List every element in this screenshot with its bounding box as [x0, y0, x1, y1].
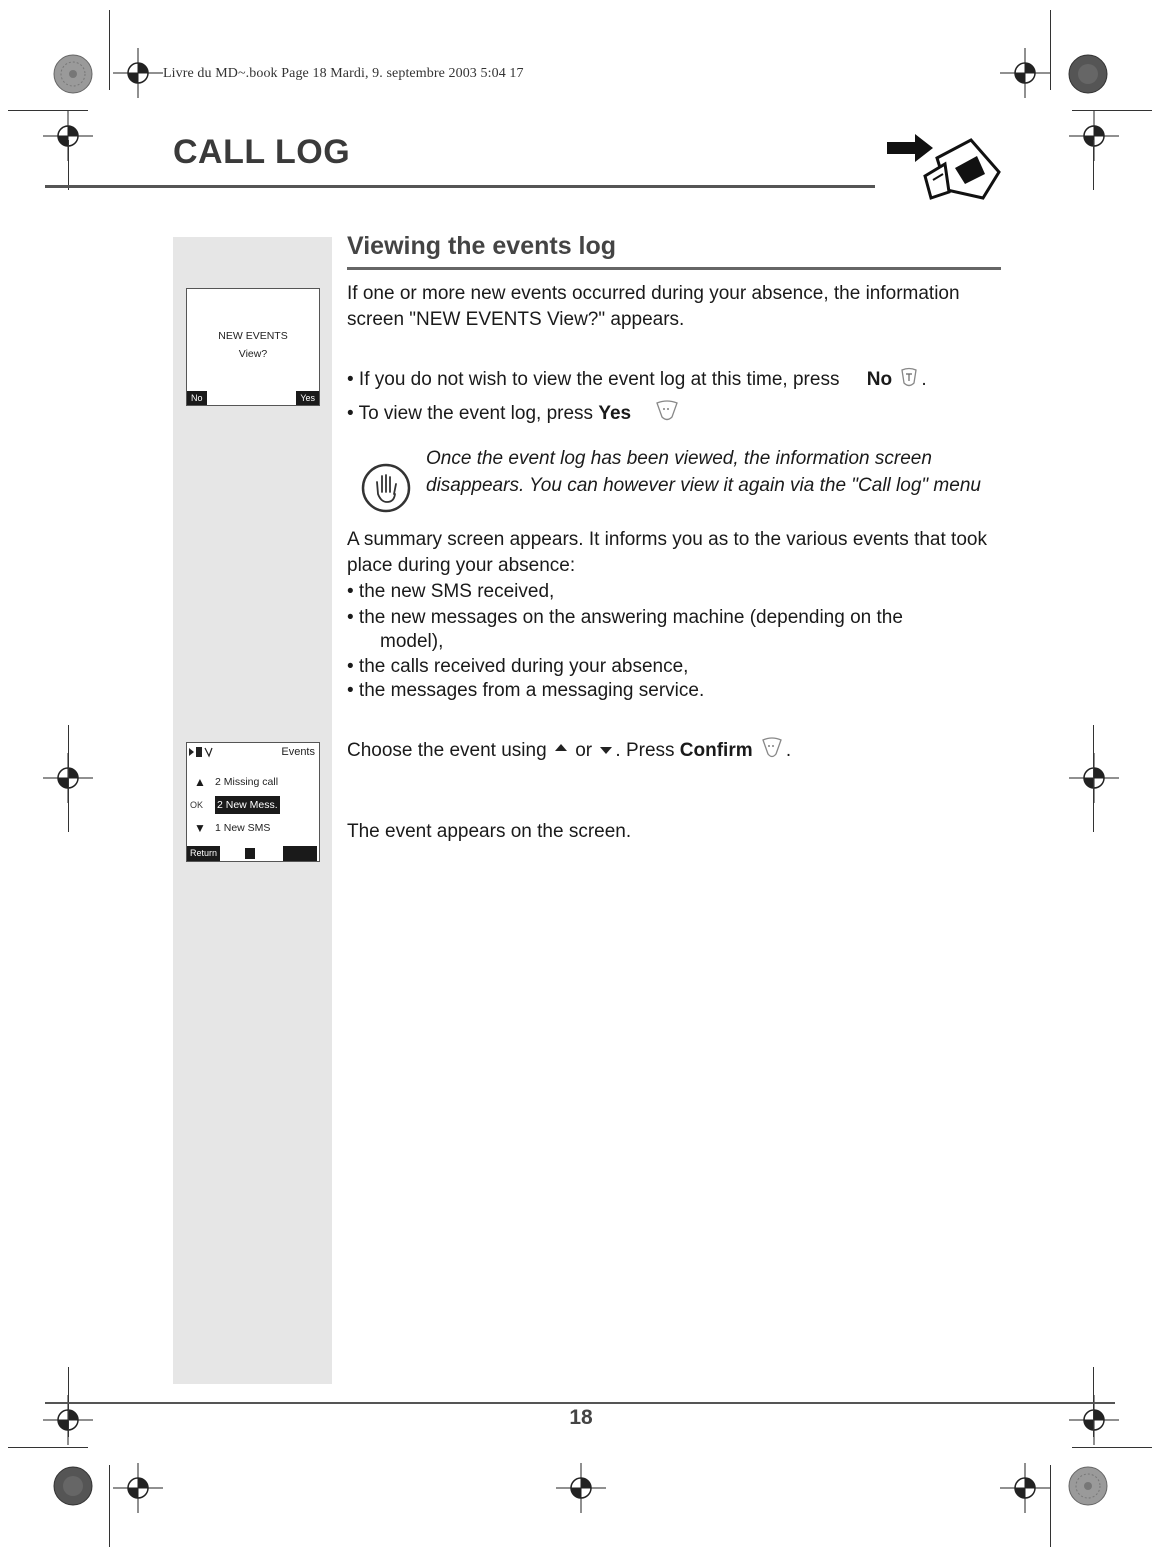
- event-appears-text: The event appears on the screen.: [347, 821, 632, 842]
- registration-mark-icon: [1000, 1463, 1050, 1513]
- registration-mark-icon: [113, 1463, 163, 1513]
- crop-line: [68, 725, 69, 832]
- list-item: [187, 796, 319, 814]
- title-rule: [45, 185, 875, 188]
- up-arrow-icon: ▲: [194, 775, 206, 789]
- yes-softkey: Yes: [296, 391, 319, 405]
- list-item: [187, 819, 319, 837]
- crop-line: [1093, 725, 1094, 832]
- crop-line: [1093, 140, 1094, 190]
- registration-mark-icon: [1000, 48, 1050, 98]
- crop-line: [8, 1447, 88, 1448]
- crop-line: [1050, 10, 1051, 90]
- registration-mark-icon: [1069, 753, 1119, 803]
- screen-line: View?: [238, 348, 268, 360]
- section-title: Viewing the events log: [347, 232, 617, 260]
- bullet-yes: [347, 399, 1007, 427]
- choose-end: .: [785, 740, 792, 761]
- key-confirm: Confirm: [679, 740, 753, 761]
- no-softkey: No: [187, 391, 207, 405]
- crop-line: [109, 1465, 110, 1547]
- choose-press: . Press: [615, 740, 675, 761]
- new-events-screen: [186, 288, 320, 406]
- registration-mark-icon: [113, 48, 163, 98]
- bullet-text: • To view the event log, press: [347, 403, 594, 424]
- page-rule: [45, 1402, 1115, 1404]
- screen-title: Events: [281, 746, 315, 758]
- navigation-icon: [245, 848, 255, 859]
- list-item-label: 2 New Mess.: [215, 796, 280, 814]
- note-text: Once the event log has been viewed, the information screen disappears. You can however view it again via the "Call log" menu: [426, 448, 981, 496]
- battery-icon: [189, 746, 215, 758]
- down-arrow-icon: [599, 743, 613, 757]
- calibration-disc-icon: [53, 1466, 93, 1506]
- registration-mark-icon: [1069, 111, 1119, 161]
- chapter-title: CALL LOG: [173, 133, 351, 171]
- page-number: 18: [569, 1406, 593, 1429]
- blank-softkey: [283, 846, 317, 861]
- list-item: [187, 773, 319, 791]
- list-item-label: 1 New SMS: [215, 822, 271, 834]
- section-rule: [347, 267, 1001, 270]
- choose-text: Choose the event using: [347, 740, 547, 761]
- softkey-icon: [654, 399, 680, 423]
- arrow-handset-icon: [885, 128, 1007, 208]
- ok-label: OK: [190, 800, 204, 810]
- intro-paragraph: If one or more new events occurred during your absence, the information screen "NEW EVENTS View?" appears.: [347, 283, 960, 330]
- key-no: No: [866, 369, 893, 390]
- summary-item: • the messages from a messaging service.: [347, 680, 705, 701]
- events-screen: [186, 742, 320, 862]
- list-item-label: 2 Missing call: [215, 776, 279, 788]
- return-softkey: Return: [187, 846, 220, 861]
- crop-line: [68, 140, 69, 190]
- registration-mark-icon: [556, 1463, 606, 1513]
- softkey-icon: [899, 367, 919, 389]
- crop-line: [1050, 1465, 1051, 1547]
- bullet-text: • If you do not wish to view the event log at this time, press: [347, 369, 840, 390]
- crop-line: [8, 110, 88, 111]
- summary-item: • the new messages on the answering machine (depending on the: [347, 607, 903, 628]
- screen-status-bar: [187, 743, 319, 761]
- screen-line: NEW EVENTS: [218, 330, 288, 342]
- bullet-no: [347, 367, 1007, 393]
- crop-line: [1072, 1447, 1152, 1448]
- calibration-disc-icon: [1068, 1466, 1108, 1506]
- hand-icon: [361, 462, 411, 514]
- calibration-disc-icon: [1068, 54, 1108, 94]
- softkey-icon: [760, 736, 784, 760]
- choose-instruction: [347, 736, 1007, 764]
- up-arrow-icon: [554, 741, 568, 755]
- summary-item: model),: [380, 631, 444, 652]
- summary-item: • the calls received during your absence,: [347, 656, 689, 677]
- calibration-disc-icon: [53, 54, 93, 94]
- summary-paragraph: A summary screen appears. It informs you as to the various events that took place during your absence:: [347, 529, 987, 576]
- summary-item: • the new SMS received,: [347, 581, 555, 602]
- key-yes: Yes: [598, 403, 632, 424]
- crop-line: [1072, 110, 1152, 111]
- crop-line: [109, 10, 110, 90]
- down-arrow-icon: ▼: [194, 821, 206, 835]
- choose-or: or: [575, 740, 593, 761]
- screen-softkeys: [187, 846, 319, 861]
- bullet-end: .: [921, 369, 927, 390]
- screen-message: [187, 327, 319, 363]
- print-header: Livre du MD~.book Page 18 Mardi, 9. septembre 2003 5:04 17: [163, 66, 524, 81]
